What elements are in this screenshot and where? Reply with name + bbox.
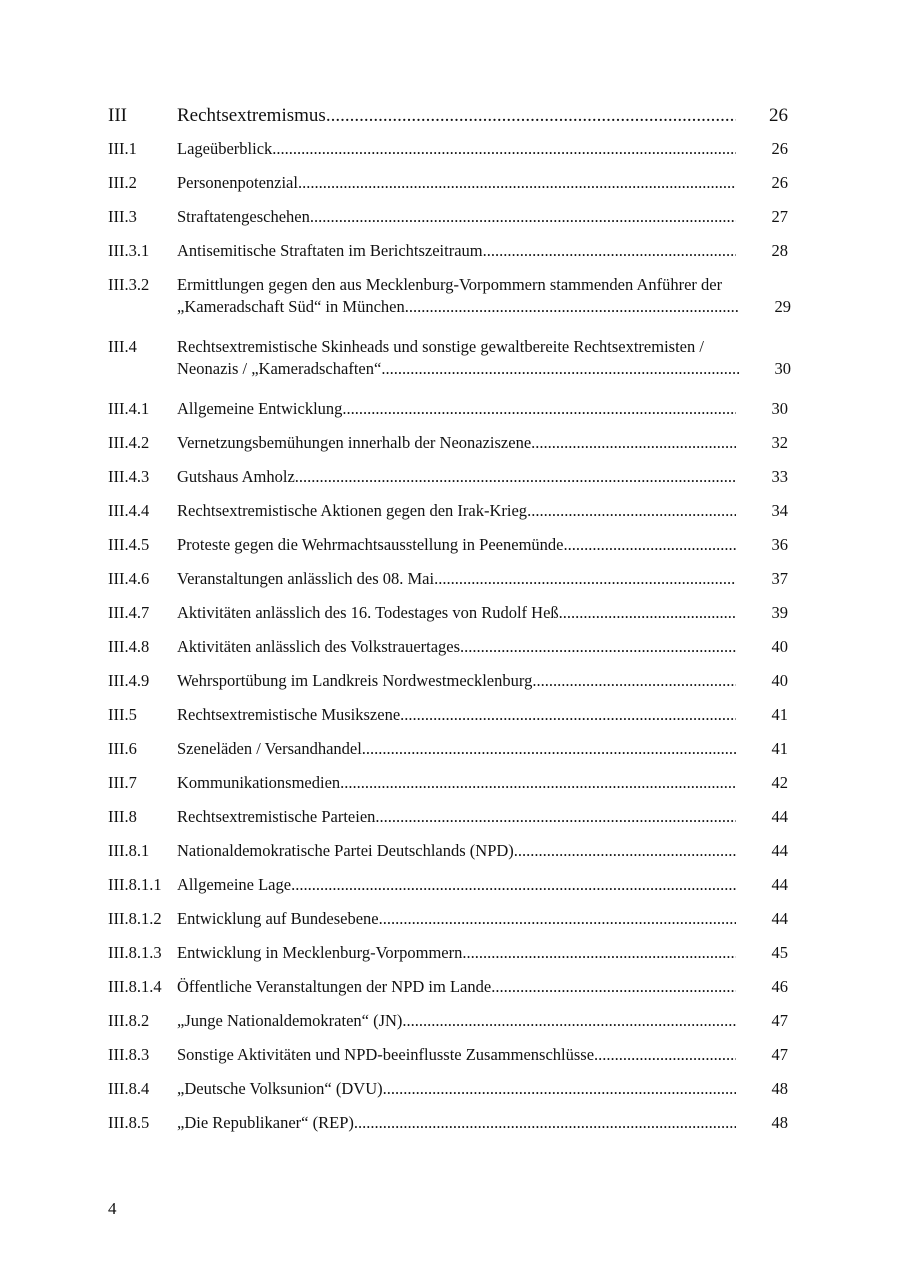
dot-leader <box>462 942 736 964</box>
dot-leader <box>354 1112 736 1134</box>
toc-entry-title-wrap <box>177 1010 736 1032</box>
toc-entry-title-wrap <box>177 336 739 380</box>
toc-entry-page: 26 <box>771 139 788 158</box>
toc-entry-title: Personenpotenzial <box>177 173 298 192</box>
toc-entry-page: 47 <box>771 1011 788 1030</box>
toc-entry-number: III.5 <box>108 705 137 724</box>
toc-entry-title-wrap <box>177 274 739 318</box>
dot-leader <box>375 806 736 828</box>
toc-entry[interactable] <box>108 704 788 726</box>
toc-entry[interactable] <box>108 398 788 420</box>
toc-entry-page: 40 <box>771 637 788 656</box>
toc-entry-title: Sonstige Aktivitäten und NPD-beeinflusste Zusammenschlüsse <box>177 1045 595 1064</box>
toc-entry-title-wrap <box>177 942 736 964</box>
toc-entry-title-wrap <box>177 1044 736 1066</box>
toc-entry-title-wrap <box>177 908 736 930</box>
toc-entry-page: 48 <box>771 1113 788 1132</box>
toc-entry-page: 39 <box>771 603 788 622</box>
toc-entry-number: III.4.1 <box>108 399 150 418</box>
toc-entry-number: III.8.1.4 <box>108 977 162 996</box>
toc-entry-page: 26 <box>769 105 788 126</box>
toc-entry[interactable] <box>108 738 788 760</box>
toc-entry[interactable] <box>108 104 788 128</box>
toc-entry-title-line2-row <box>177 358 739 380</box>
toc-entry-title: Rechtsextremismus <box>177 105 326 126</box>
toc-entry-title-wrap <box>177 840 736 862</box>
dot-leader <box>559 602 736 624</box>
toc-entry-page: 26 <box>771 173 788 192</box>
toc-entry-title-wrap <box>177 1112 736 1134</box>
toc-entry-number: III.3.1 <box>108 241 150 260</box>
toc-entry-title-wrap <box>177 738 736 760</box>
dot-leader <box>379 908 736 930</box>
toc-entry[interactable] <box>108 432 788 454</box>
toc-entry-number: III.4.7 <box>108 603 150 622</box>
dot-leader <box>402 1010 736 1032</box>
toc-entry-page: 41 <box>771 705 788 724</box>
page-number: 4 <box>108 1199 117 1218</box>
toc-entry-number: III.4 <box>108 337 137 356</box>
toc-entry-title-wrap <box>177 500 736 522</box>
toc-entry-title: Allgemeine Lage <box>177 875 292 894</box>
toc-entry[interactable] <box>108 942 788 964</box>
toc-entry-title-wrap <box>177 602 736 624</box>
dot-leader <box>291 874 736 896</box>
toc-entry[interactable] <box>108 772 788 794</box>
toc-entry-page: 33 <box>771 467 788 486</box>
toc-entry[interactable] <box>108 1010 788 1032</box>
toc-entry[interactable] <box>108 840 788 862</box>
toc-entry-title: Proteste gegen die Wehrmachtsausstellung in Peenemünde <box>177 535 564 554</box>
dot-leader <box>326 104 736 128</box>
toc-entry-title-wrap <box>177 976 736 998</box>
toc-entry-title: Entwicklung auf Bundesebene <box>177 909 379 928</box>
toc-entry-number: III.8.1.1 <box>108 875 162 894</box>
toc-entry-title-line2-row <box>177 296 739 318</box>
toc-entry-title-line1: Ermittlungen gegen den aus Mecklenburg-Vorpommern stammenden Anführer der <box>177 275 723 294</box>
toc-entry-page: 28 <box>771 241 788 260</box>
toc-entry-number: III.8 <box>108 807 137 826</box>
table-of-contents <box>108 104 791 1146</box>
toc-entry-title-wrap <box>177 138 736 160</box>
dot-leader <box>340 772 736 794</box>
toc-entry-title: „Deutsche Volksunion“ (DVU) <box>177 1079 383 1098</box>
dot-leader <box>527 500 736 522</box>
toc-entry-page: 40 <box>771 671 788 690</box>
toc-entry-number: III.8.1.3 <box>108 943 162 962</box>
toc-entry[interactable] <box>108 1044 788 1066</box>
toc-entry-number: III.8.1 <box>108 841 150 860</box>
dot-leader <box>362 738 736 760</box>
toc-entry[interactable] <box>108 466 788 488</box>
toc-entry-title: „Junge Nationaldemokraten“ (JN) <box>177 1011 403 1030</box>
toc-entry-title-line2: Neonazis / „Kameradschaften“ <box>177 359 382 378</box>
toc-entry-title-wrap <box>177 432 736 454</box>
toc-entry-page: 46 <box>771 977 788 996</box>
toc-entry-title: Aktivitäten anlässlich des Volkstrauertages <box>177 637 461 656</box>
toc-entry-number: III.8.3 <box>108 1045 150 1064</box>
toc-entry-title: Gutshaus Amholz <box>177 467 295 486</box>
toc-entry-title-line2: „Kameradschaft Süd“ in München <box>177 297 405 316</box>
dot-leader <box>434 568 736 590</box>
toc-entry-page: 44 <box>771 909 788 928</box>
toc-entry[interactable] <box>108 670 788 692</box>
dot-leader <box>383 1078 736 1100</box>
toc-entry-title-wrap <box>177 206 736 228</box>
toc-entry-number: III.4.4 <box>108 501 150 520</box>
toc-entry-page: 47 <box>771 1045 788 1064</box>
toc-entry[interactable] <box>108 206 788 228</box>
toc-entry-title: Aktivitäten anlässlich des 16. Todestages von Rudolf Heß <box>177 603 559 622</box>
toc-entry-page: 48 <box>771 1079 788 1098</box>
toc-entry-title: Lageüberblick <box>177 139 273 158</box>
dot-leader <box>405 296 739 318</box>
toc-entry[interactable] <box>108 976 788 998</box>
toc-entry-number: III.4.5 <box>108 535 150 554</box>
toc-entry-title: Wehrsportübung im Landkreis Nordwestmecklenburg <box>177 671 533 690</box>
toc-entry-page: 27 <box>771 207 788 226</box>
toc-entry-page: 30 <box>774 359 791 378</box>
toc-entry-number: III.4.3 <box>108 467 150 486</box>
toc-entry-title: Öffentliche Veranstaltungen der NPD im Lande <box>177 977 492 996</box>
toc-entry[interactable] <box>108 636 788 658</box>
toc-entry-title-wrap <box>177 636 736 658</box>
toc-entry-page: 34 <box>771 501 788 520</box>
toc-entry-title-wrap <box>177 704 736 726</box>
toc-entry-title: Vernetzungsbemühungen innerhalb der Neonaziszene <box>177 433 532 452</box>
toc-entry-title: Szeneläden / Versandhandel <box>177 739 362 758</box>
toc-entry[interactable] <box>108 534 788 556</box>
toc-entry-page: 41 <box>771 739 788 758</box>
dot-leader <box>298 172 736 194</box>
toc-entry-title-wrap <box>177 172 736 194</box>
toc-entry-number: III.4.8 <box>108 637 150 656</box>
dot-leader <box>491 976 736 998</box>
toc-entry-page: 37 <box>771 569 788 588</box>
toc-entry-page: 44 <box>771 841 788 860</box>
toc-entry[interactable] <box>108 138 788 160</box>
toc-entry-title: Nationaldemokratische Partei Deutschlands (NPD) <box>177 841 514 860</box>
dot-leader <box>594 1044 736 1066</box>
toc-entry-title-wrap <box>177 772 736 794</box>
toc-entry-title: „Die Republikaner“ (REP) <box>177 1113 354 1132</box>
toc-entry-title-wrap <box>177 806 736 828</box>
dot-leader <box>310 206 736 228</box>
toc-entry-number: III.8.4 <box>108 1079 150 1098</box>
toc-entry-page: 42 <box>771 773 788 792</box>
dot-leader <box>563 534 736 556</box>
toc-entry[interactable] <box>108 336 791 380</box>
toc-entry-title: Rechtsextremistische Aktionen gegen den Irak-Krieg <box>177 501 528 520</box>
toc-entry-number: III.3 <box>108 207 137 226</box>
toc-entry[interactable] <box>108 602 788 624</box>
toc-entry-page: 32 <box>771 433 788 452</box>
toc-entry-page: 36 <box>771 535 788 554</box>
dot-leader <box>400 704 736 726</box>
toc-entry-title-wrap <box>177 670 736 692</box>
dot-leader <box>532 670 736 692</box>
toc-entry[interactable] <box>108 500 788 522</box>
toc-entry-page: 44 <box>771 875 788 894</box>
toc-entry-title-line1: Rechtsextremistische Skinheads und sonstige gewaltbereite Rechtsextremisten / <box>177 337 704 356</box>
dot-leader <box>460 636 736 658</box>
toc-entry-number: III.8.2 <box>108 1011 150 1030</box>
dot-leader <box>483 240 736 262</box>
toc-entry[interactable] <box>108 908 788 930</box>
toc-entry[interactable] <box>108 1078 788 1100</box>
dot-leader <box>342 398 736 420</box>
toc-entry-number: III.1 <box>108 139 137 158</box>
toc-entry-title-wrap <box>177 104 736 128</box>
toc-entry-number: III.6 <box>108 739 137 758</box>
toc-entry-title-wrap <box>177 568 736 590</box>
dot-leader <box>272 138 736 160</box>
toc-entry-title: Allgemeine Entwicklung <box>177 399 343 418</box>
toc-entry-page: 30 <box>771 399 788 418</box>
toc-entry-page: 29 <box>774 297 791 316</box>
toc-entry[interactable] <box>108 1112 788 1134</box>
toc-entry[interactable] <box>108 874 788 896</box>
toc-entry-number: III.3.2 <box>108 275 150 294</box>
dot-leader <box>295 466 736 488</box>
toc-entry[interactable] <box>108 172 788 194</box>
toc-entry-number: III.8.1.2 <box>108 909 162 928</box>
toc-entry[interactable] <box>108 274 791 318</box>
toc-entry-number: III.4.6 <box>108 569 150 588</box>
toc-entry-title-wrap <box>177 534 736 556</box>
toc-entry-page: 44 <box>771 807 788 826</box>
toc-entry-title-wrap <box>177 398 736 420</box>
toc-entry-title: Rechtsextremistische Parteien <box>177 807 376 826</box>
toc-entry-number: III.4.9 <box>108 671 150 690</box>
toc-entry-title: Rechtsextremistische Musikszene <box>177 705 401 724</box>
toc-entry-number: III.2 <box>108 173 137 192</box>
toc-entry-number: III.8.5 <box>108 1113 150 1132</box>
toc-entry[interactable] <box>108 806 788 828</box>
toc-entry-number: III.7 <box>108 773 137 792</box>
toc-entry-title-wrap <box>177 874 736 896</box>
toc-entry-title: Kommunikationsmedien <box>177 773 341 792</box>
toc-entry-page: 45 <box>771 943 788 962</box>
toc-entry-title-wrap <box>177 1078 736 1100</box>
toc-entry-title-wrap <box>177 240 736 262</box>
toc-entry[interactable] <box>108 240 788 262</box>
toc-entry-title: Antisemitische Straftaten im Berichtszeitraum <box>177 241 483 260</box>
toc-entry-title: Entwicklung in Mecklenburg-Vorpommern <box>177 943 463 962</box>
toc-entry-title-wrap <box>177 466 736 488</box>
toc-entry-title: Straftatengeschehen <box>177 207 310 226</box>
toc-entry[interactable] <box>108 568 788 590</box>
toc-entry-number: III.4.2 <box>108 433 150 452</box>
toc-entry-number: III <box>108 105 127 126</box>
dot-leader <box>531 432 736 454</box>
dot-leader <box>381 358 739 380</box>
dot-leader <box>514 840 736 862</box>
toc-entry-title: Veranstaltungen anlässlich des 08. Mai <box>177 569 435 588</box>
